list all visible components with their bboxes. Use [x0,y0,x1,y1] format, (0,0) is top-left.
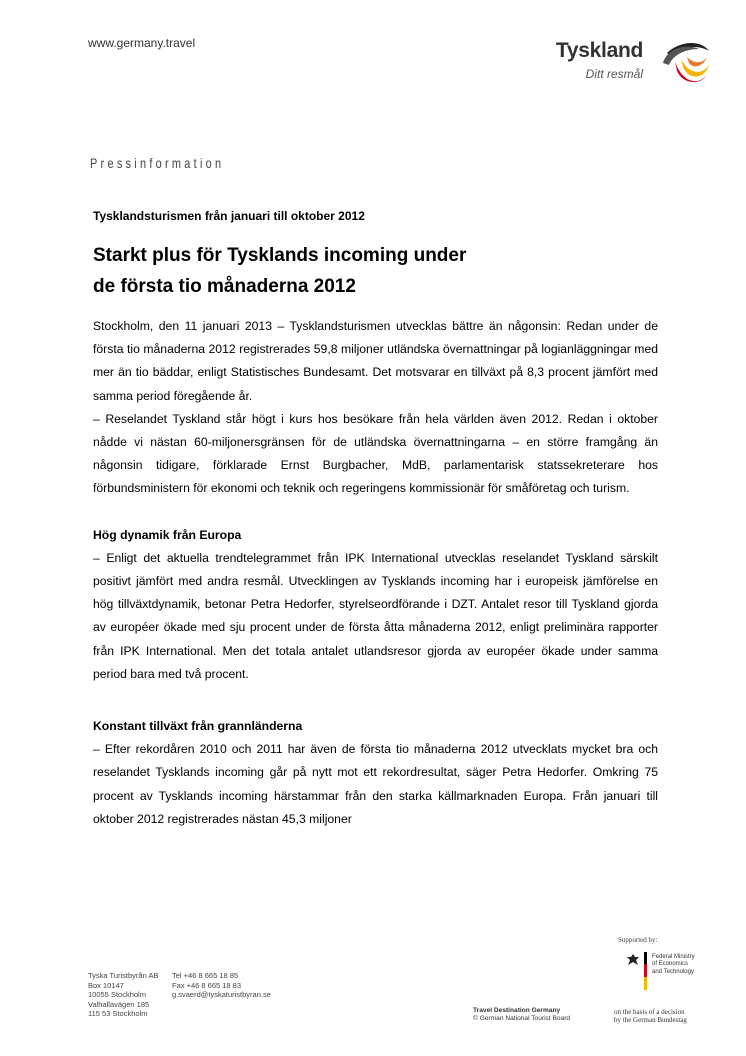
federal-eagle-icon [626,953,640,967]
ministry-name [652,954,695,976]
website-url[interactable]: www.germany.travel [88,36,196,50]
paragraph: – Reselandet Tyskland står högt i kurs hos besökare från hela världen även 2012. Redan i oktober nådde vi nästan 60-miljonersgränsen för de utländska övernattningarna – en större framgång än någonsin tidigare, förklarade Ernst Burgbacher, MdB, parlamentarisk statssekreterare hos förbundsministern för ekonomi och teknik och regeringens kommissionär för småföretag och turism. [93,411,658,496]
headline-line-2: de första tio månaderna 2012 [93,276,356,297]
tdg-subtitle: © German National Tourist Board [473,1015,571,1022]
tyskland-logo [553,35,713,95]
paragraph: Stockholm, den 11 januari 2013 – Tysklandsturismen utvecklas bättre än någonsin: Redan under de första tio månaderna 2012 registrerades 59,8 miljoner utländska övernattningar på logianläggningar med mer än tio bäddar, enligt Statistisches Bundesamt. Det motsvarar en tillväxt på 8,3 procent jämfört med samma period föregående år. [93,319,658,403]
headline-line-1: Starkt plus för Tysklands incoming under [93,245,467,266]
flag-bar-icon [644,952,647,990]
bundestag-note [614,1008,687,1024]
ministry-line: and Technology [652,968,694,975]
kicker: Tysklandsturismen från januari till oktober 2012 [93,209,365,223]
supported-by-label: Supported by: [618,936,658,944]
tdg-title: Travel Destination Germany [473,1007,561,1014]
press-label: Pressinformation [90,155,225,171]
ministry-line: of Economics [652,961,689,968]
address-line: Box 10147 [88,980,124,990]
phone: Tel +46 8 665 18 85 [172,971,239,980]
section-heading: Konstant tillväxt från grannländerna [93,719,303,734]
logo-subtitle: Ditt resmål [585,67,643,81]
address-line: 115 53 Stockholm [88,1009,148,1019]
email-link[interactable]: g.svaerd@tyskaturistbyran.se [172,990,271,1000]
headline [93,240,653,302]
fax: Fax +46 8 665 18 83 [172,980,242,990]
paragraph: – Efter rekordåren 2010 och 2011 har även de första tio månaderna 2012 utvecklats mycket bra och reselandet Tysklands incoming går på nytt mot ett rekordresultat, säger Petra Hedorfer. Omkring 75 procent av Tysklands incoming härstammar från den starka källmarknaden Europa. Från januari till oktober 2012 registrerades nästan 45,3 miljoner [93,742,658,826]
footer-address [88,971,158,1019]
address-line: Valhallavägen 185 [88,999,150,1009]
footer-contact [172,971,271,1000]
tdg-credit [473,1007,570,1023]
decision-line: by the German Bundestag [614,1016,687,1024]
decision-line: on the basis of a decision [614,1008,685,1016]
address-line: Tyska Turistbyrån AB [88,971,159,980]
ministry-line: Federal Ministry [652,954,695,960]
ministry-logo [626,952,726,992]
paragraph: – Enligt det aktuella trendtelegrammet från IPK International utvecklas reselandet Tyskland särskilt positivt jämfört med andra resmål. Utvecklingen av Tysklands incoming har i europeisk jämförelse en hög tillväxtdynamik, betonar Petra Hedorfer, styrelseordförande i DZT. Antalet resor till Tyskland gjorda av européer ökade med sju procent under de första åtta månaderna 2012, enligt preliminära rapporter från IPK International. Men det totala antalet utlandsresor gjorda av européer ökade under samma period bara med två procent. [93,550,658,681]
address-line: 10055 Stockholm [88,990,146,1000]
article-body [93,315,658,831]
section-heading: Hög dynamik från Europa [93,527,242,542]
eagle-swirl-icon [655,35,713,93]
logo-title: Tyskland [555,39,643,62]
